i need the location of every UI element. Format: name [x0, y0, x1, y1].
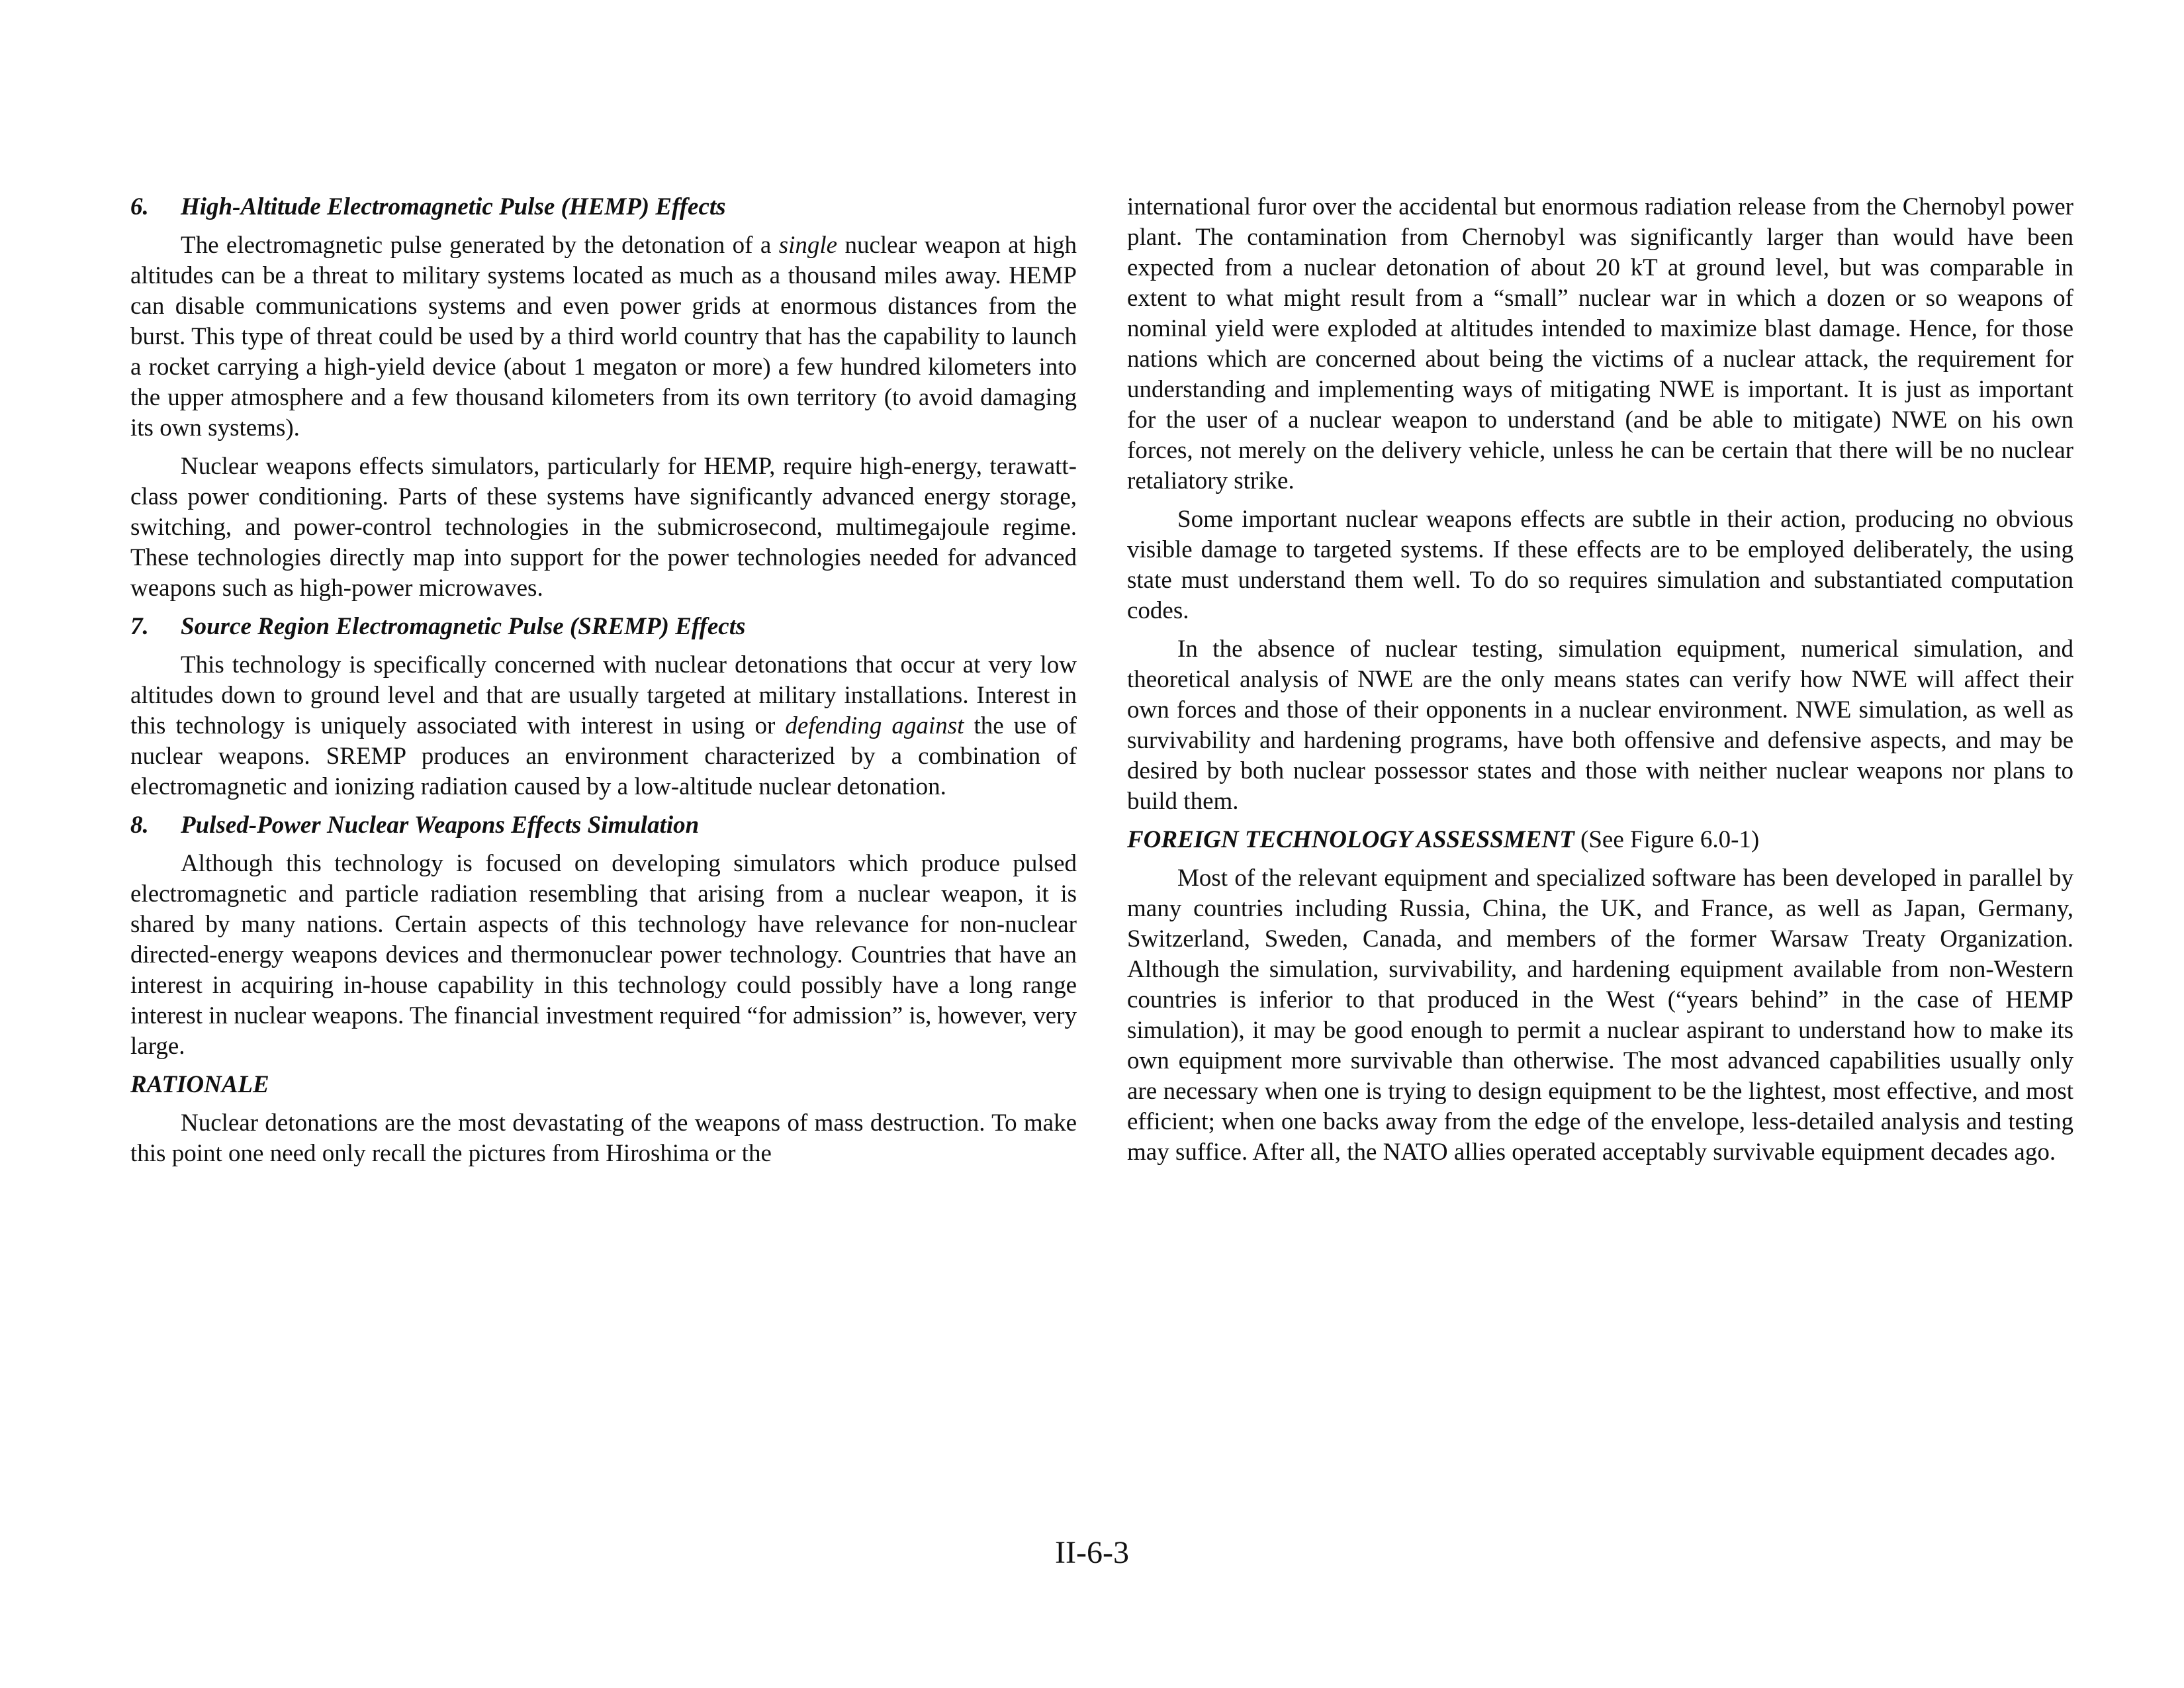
foreign-technology-heading: [1127, 825, 2073, 855]
section-7-paragraph-1: [130, 650, 1077, 802]
rationale-heading: RATIONALE: [130, 1071, 269, 1098]
page-number: II-6-3: [1055, 1535, 1129, 1570]
section-7-number: 7.: [130, 613, 149, 640]
section-8-title: Pulsed-Power Nuclear Weapons Effects Simulation: [181, 812, 700, 839]
foreign-technology-paragraph-1: Most of the relevant equipment and specialized software has been developed in parallel by many countries including Russia, China, the UK, and France, as well as Japan, Germany, Switzerland, Sweden, Canada, and members of the former Warsaw Treaty Organization. Although the simulation, survivability, and hardening equipment available from non-Western countries is inferior to that produced in the West (“years behind” in the case of HEMP simulation), it may be good enough to permit a nuclear aspirant to understand how to make its own equipment more survivable than otherwise. The most advanced capabilities usually only are necessary when one is trying to design equipment to be the lightest, most effective, and most efficient; when one backs away from the edge of the envelope, less-detailed analysis and testing may suffice. After all, the NATO allies operated acceptably survivable equipment decades ago.: [1127, 865, 2073, 1166]
section-6-p1-emphasis: single: [778, 232, 838, 259]
section-8-number: 8.: [130, 812, 149, 839]
section-7-p1-text-a: This technology is specifically concerned with nuclear detonations that occur at very low altitudes down to ground level and that are usually targeted at military installations. Interest in this technology is uniquely associated with interest in using or: [130, 651, 1077, 739]
section-6-paragraph-2: Nuclear weapons effects simulators, particularly for HEMP, require high-energy, terawatt-class power conditioning. Parts of these systems have significantly advanced energy storage, switching, and power-control technologies in the submicrosecond, multimegajoule regime. These technologies directly map into support for the power technologies needed for advanced weapons such as high-power microwaves.: [130, 453, 1077, 602]
left-column: [130, 192, 1077, 1177]
section-6-heading: [130, 192, 1077, 222]
foreign-technology-title: FOREIGN TECHNOLOGY ASSESSMENT: [1127, 826, 1574, 853]
rationale-paragraph-3: In the absence of nuclear testing, simulation equipment, numerical simulation, and theoretical analysis of NWE are the only means states can verify how NWE will affect their own forces and those of their opponents in a nuclear environment. NWE simulation, as well as survivability and hardening programs, have both offensive and defensive aspects, and may be desired by both nuclear possessor states and those with neither nuclear weapons nor plans to build them.: [1127, 635, 2073, 815]
section-7-p1-text-b: the use of nuclear weapons. SREMP produces an environment characterized by a combination of electromagnetic and ionizing radiation caused by a low-altitude nuclear detonation.: [130, 712, 1077, 800]
rationale-paragraph-continued: international furor over the accidental but enormous radiation release from the Chernobyl power plant. The contamination from Chernobyl was significantly larger than would have been expected from a nuclear detonation of about 20 kT at ground level, but was comparable in extent to what might result from a “small” nuclear war in which a dozen or so weapons of nominal yield were exploded at altitudes intended to maximize blast damage. Hence, for those nations which are concerned about being the victims of a nuclear attack, the requirement for understanding and implementing ways of mitigating NWE is important. It is just as important for the user of a nuclear weapon to understand (and be able to mitigate) NWE on his own forces, not merely on the delivery vehicle, unless he can be certain that there will be no nuclear retaliatory strike.: [1127, 193, 2073, 494]
section-6-paragraph-1: [130, 230, 1077, 444]
section-6-number: 6.: [130, 193, 149, 220]
rationale-paragraph-1: Nuclear detonations are the most devastating of the weapons of mass destruction. To make this point one need only recall the pictures from Hiroshima or the: [130, 1109, 1077, 1167]
section-8-heading: [130, 810, 1077, 841]
section-6-p1-text-b: nuclear weapon at high altitudes can be a threat to military systems located as much as a thousand miles away. HEMP can disable communications systems and even power grids at enormous distances from the burst. This type of threat could be used by a third world country that has the capability to launch a rocket carrying a high-yield device (about 1 megaton or more) a few hundred kilometers into the upper atmosphere and a few thousand kilometers from its own territory (to avoid damaging its own systems).: [130, 232, 1077, 442]
section-7-p1-emphasis: defending against: [785, 712, 964, 739]
section-7-title: Source Region Electromagnetic Pulse (SREMP) Effects: [181, 613, 746, 640]
section-7-heading: [130, 612, 1077, 642]
section-8-paragraph-1: Although this technology is focused on developing simulators which produce pulsed electromagnetic and particle radiation resembling that arising from a nuclear weapon, it is shared by many nations. Certain aspects of this technology have relevance for non-nuclear directed-energy weapons devices and thermonuclear power technology. Countries that have an interest in acquiring in-house capability in this technology could possibly have a long range interest in nuclear weapons. The financial investment required “for admission” is, however, very large.: [130, 850, 1077, 1060]
figure-reference: (See Figure 6.0-1): [1580, 826, 1760, 853]
rationale-paragraph-2: Some important nuclear weapons effects are subtle in their action, producing no obvious visible damage to targeted systems. If these effects are to be employed deliberately, the using state must understand them well. To do so requires simulation and substantiated computation codes.: [1127, 506, 2073, 624]
right-column: [1127, 192, 2073, 1176]
section-6-title: High-Altitude Electromagnetic Pulse (HEMP) Effects: [181, 193, 726, 220]
section-6-p1-text-a: The electromagnetic pulse generated by the detonation of a: [181, 232, 772, 259]
